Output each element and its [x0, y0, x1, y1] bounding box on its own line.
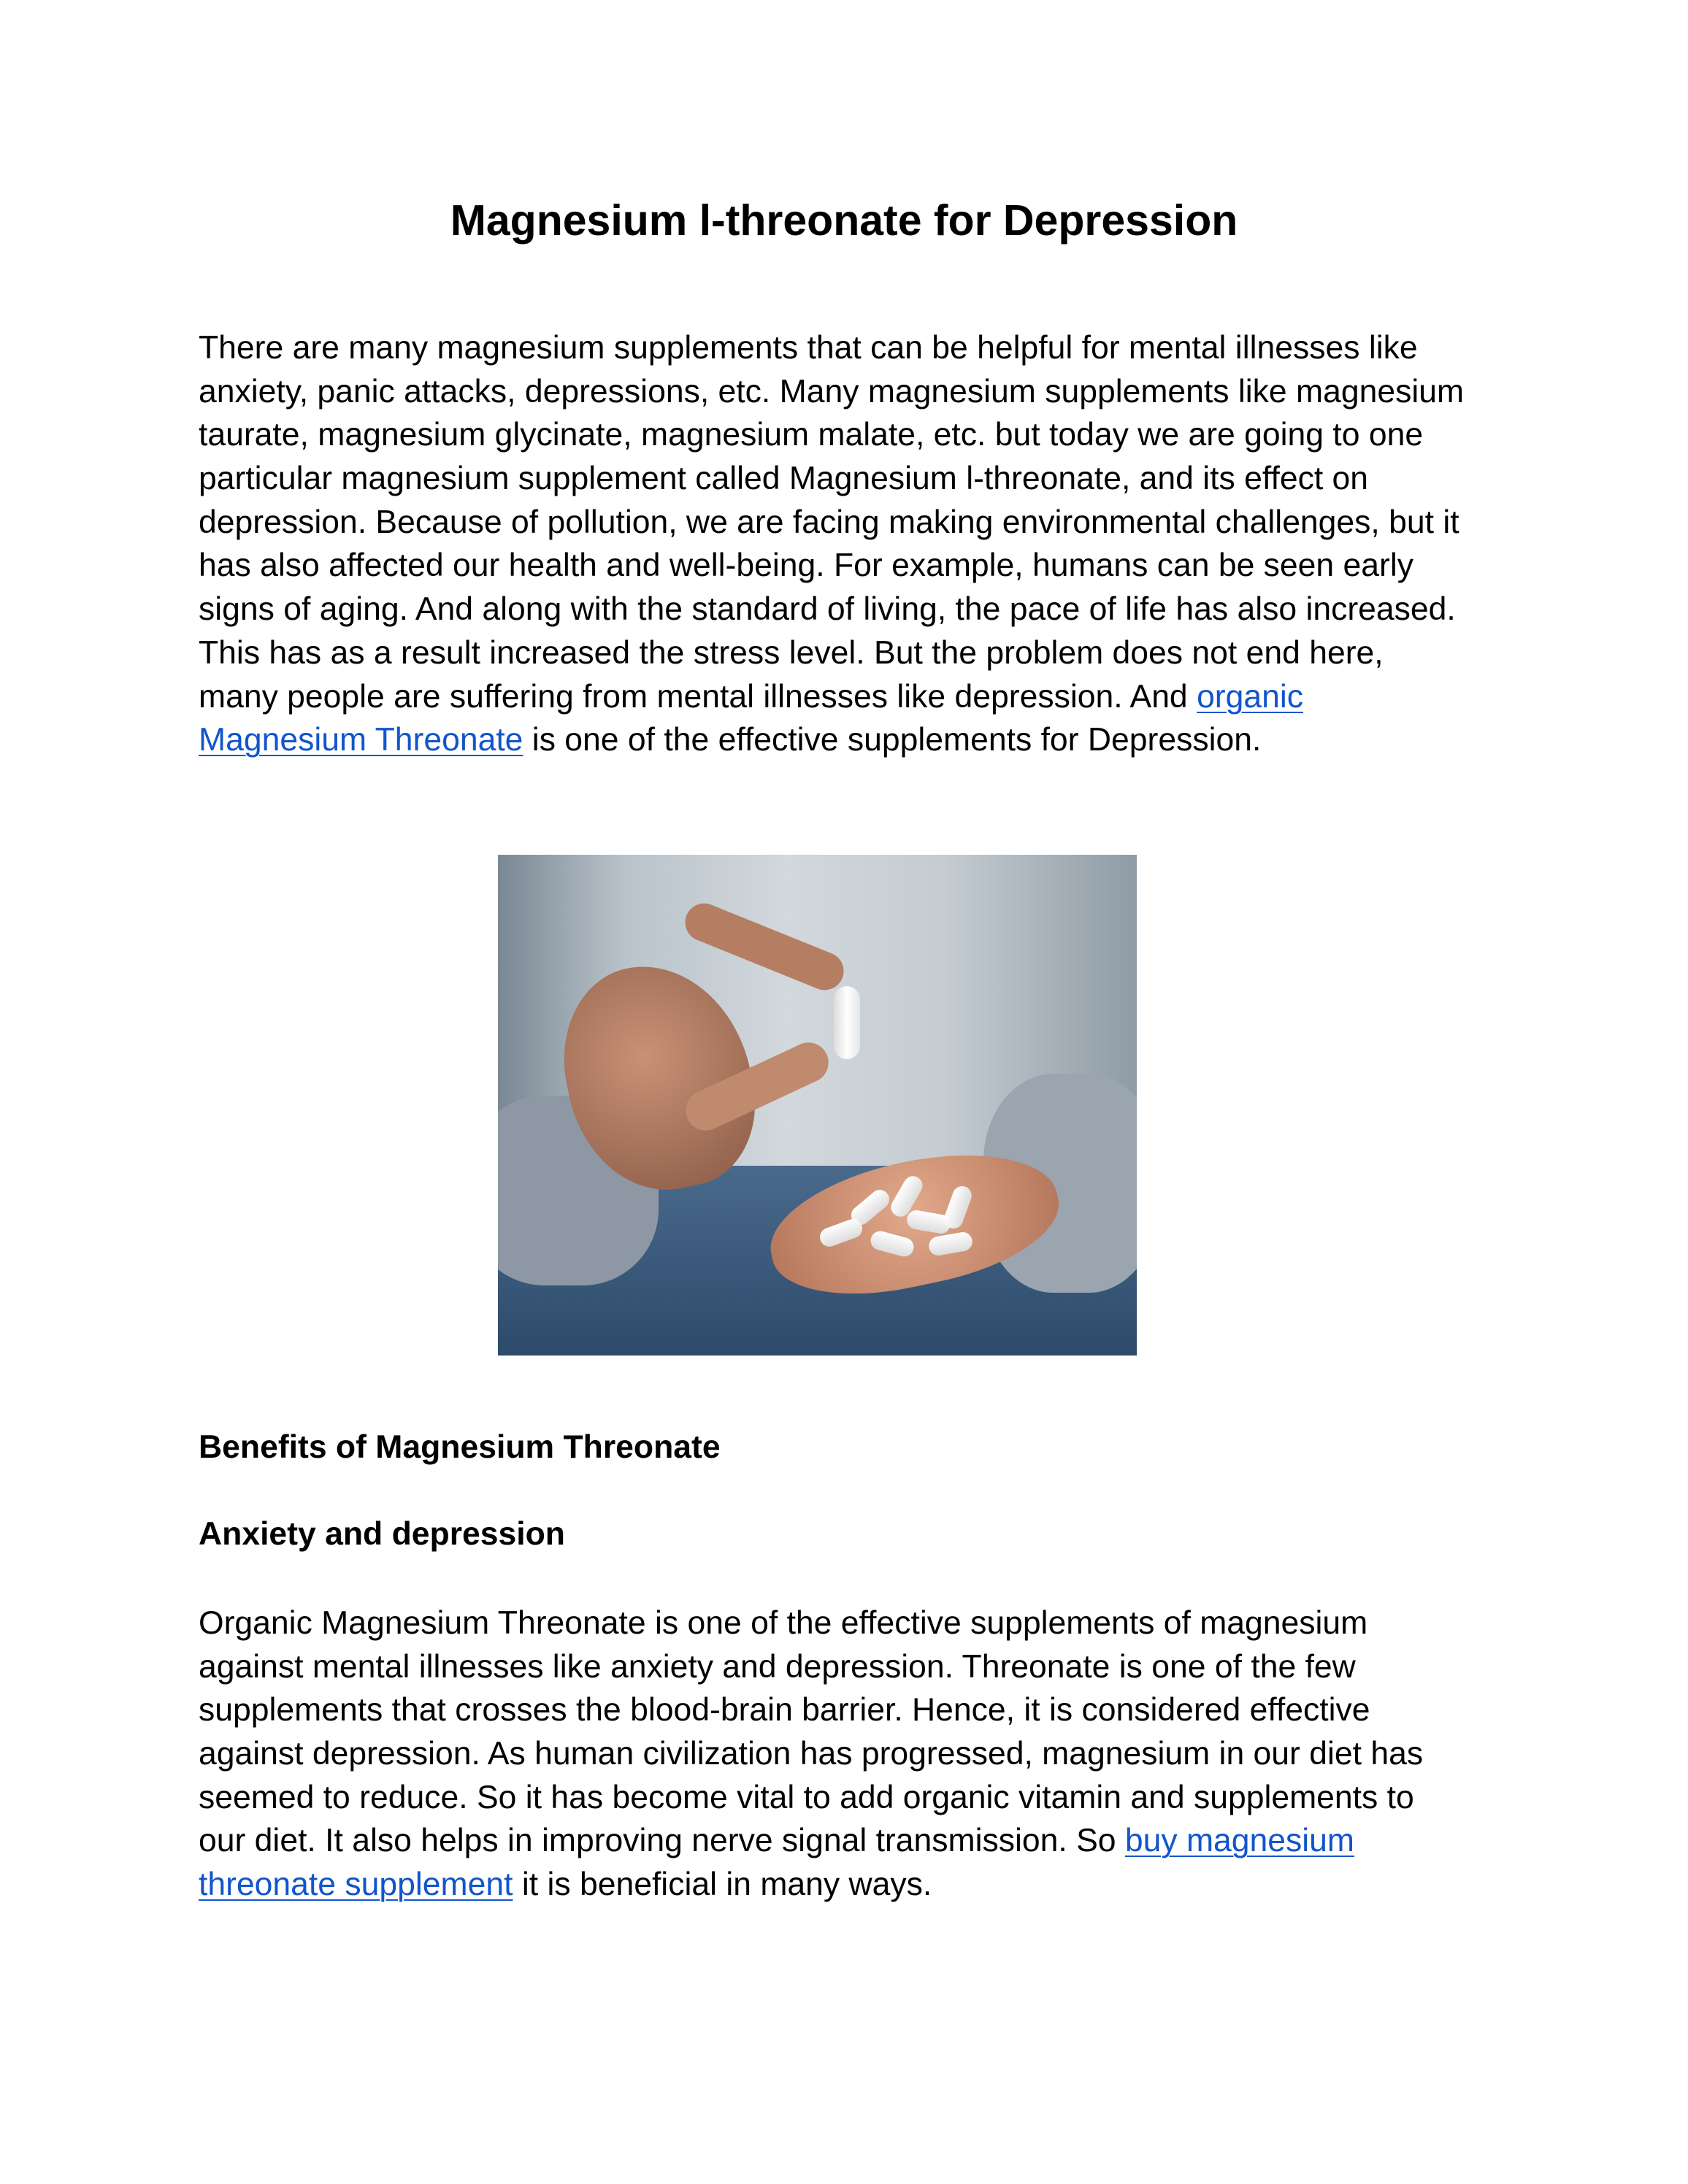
text-line [199, 1863, 1513, 1907]
text-line [199, 1645, 1513, 1689]
page-title: Magnesium l-threonate for Depression [450, 196, 1238, 245]
text-segment: particular magnesium supplement called Magnesium l-threonate, and its effect on [199, 461, 1369, 497]
text-line [199, 457, 1513, 501]
text-segment: There are many magnesium supplements that can be helpful for mental illnesses like [199, 330, 1418, 366]
text-line [199, 370, 1513, 414]
text-line [199, 1602, 1513, 1645]
anxiety-paragraph [199, 1602, 1513, 1907]
text-line [199, 1688, 1513, 1732]
text-line [199, 675, 1513, 719]
inline-link[interactable]: Magnesium Threonate [199, 722, 523, 758]
text-segment: seemed to reduce. So it has become vital to add organic vitamin and supplements to [199, 1779, 1414, 1815]
text-line [199, 718, 1513, 762]
text-segment: This has as a result increased the stress level. But the problem does not end here, [199, 634, 1384, 671]
section-heading-benefits: Benefits of Magnesium Threonate [199, 1429, 721, 1465]
text-line [199, 1776, 1513, 1820]
text-segment: signs of aging. And along with the standard of living, the pace of life has also increased. [199, 591, 1456, 628]
inline-link[interactable]: threonate supplement [199, 1866, 513, 1903]
text-segment: against mental illnesses like anxiety and depression. Threonate is one of the few [199, 1648, 1356, 1685]
text-line [199, 1732, 1513, 1776]
text-line [199, 501, 1513, 545]
text-line [199, 413, 1513, 457]
text-segment: many people are suffering from mental illnesses like depression. And [199, 678, 1197, 715]
text-segment: supplements that crosses the blood-brain barrier. Hence, it is considered effective [199, 1692, 1370, 1729]
text-segment: it is beneficial in many ways. [513, 1866, 932, 1903]
text-line [199, 588, 1513, 631]
text-line [199, 631, 1513, 675]
text-segment: is one of the effective supplements for Depression. [523, 722, 1262, 758]
text-segment: taurate, magnesium glycinate, magnesium malate, etc. but today we are going to one [199, 417, 1424, 453]
capsules-photo [498, 855, 1137, 1356]
inline-link[interactable]: buy magnesium [1124, 1823, 1354, 1859]
inline-link[interactable]: organic [1197, 678, 1304, 715]
section-heading-anxiety: Anxiety and depression [199, 1516, 565, 1552]
text-segment: anxiety, panic attacks, depressions, etc. Many magnesium supplements like magnesium [199, 373, 1465, 410]
text-segment: depression. Because of pollution, we are facing making environmental challenges, but it [199, 504, 1459, 540]
text-segment: has also affected our health and well-being. For example, humans can be seen early [199, 547, 1413, 584]
text-line [199, 326, 1513, 370]
text-segment: against depression. As human civilization has progressed, magnesium in our diet has [199, 1736, 1424, 1772]
text-line [199, 544, 1513, 588]
intro-paragraph [199, 326, 1513, 762]
text-segment: our diet. It also helps in improving nerve signal transmission. So [199, 1823, 1125, 1859]
text-segment: Organic Magnesium Threonate is one of the effective supplements of magnesium [199, 1605, 1368, 1641]
text-line [199, 1819, 1513, 1863]
